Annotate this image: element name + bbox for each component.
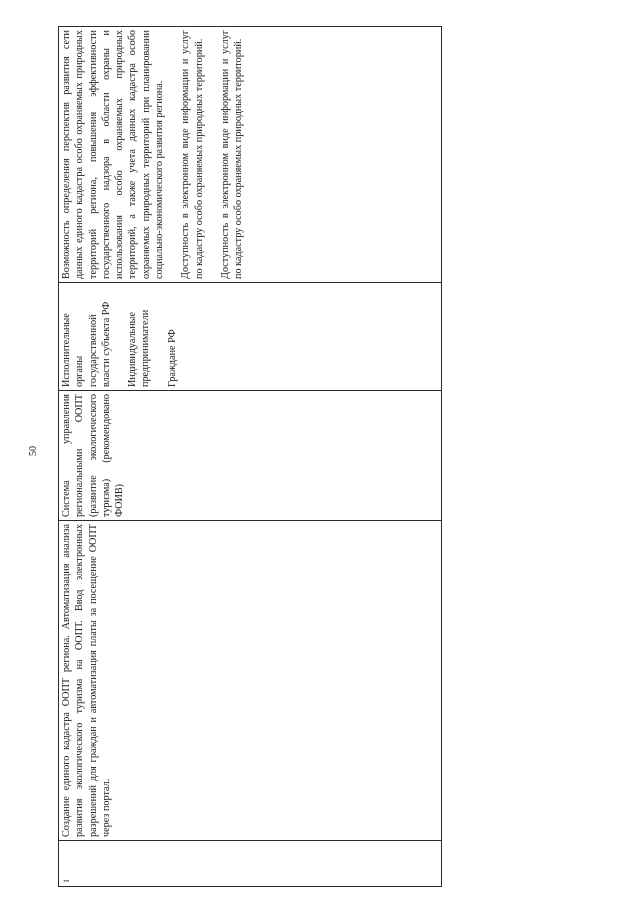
users-cell [59, 283, 442, 391]
user-item: Исполнительные органы государственной власти субъекта РФ [61, 301, 112, 387]
user-item: Граждане РФ [166, 329, 178, 387]
system-text: Система управления региональными ООПТ (развитие экологического туризма) (рекомендовано ФОИВ) [61, 394, 126, 517]
row-number: 1 [62, 879, 71, 883]
table-row [59, 27, 442, 887]
effect-paragraph: Доступность в электронном виде информации и услуг по кадастру особо охраняемых природных территорий. [180, 30, 205, 279]
effects-cell [59, 27, 442, 283]
document-table [58, 26, 442, 887]
rotated-page-content [58, 27, 442, 887]
effect-paragraph: Доступность в электронном виде информации и услуг по кадастру особо охраняемых природных территорий. [219, 30, 245, 279]
effect-paragraph: Возможность определения перспектив развития сети данных единого кадастра особо охраняемых природных территорий региона, повышения эффективности государственного надзора в области охраны и использования особо охраняемых природных территорий, а также учета данных кадастра особо охраняемых природных территорий при планировании социально-экономического развития региона. [61, 30, 166, 279]
description-cell [59, 521, 442, 841]
row-number-cell [59, 841, 442, 887]
system-cell [59, 391, 442, 521]
page-number: 50 [28, 446, 39, 456]
description-text: Создание единого кадастра ООПТ региона. Автоматизация анализа развития экологического туризма на ООПТ. Ввод электронных разрешений для граждан и автоматизация платы за посещение ООПТ через портал. [61, 524, 112, 837]
user-item: Индивидуальные предприниматели [127, 309, 152, 387]
